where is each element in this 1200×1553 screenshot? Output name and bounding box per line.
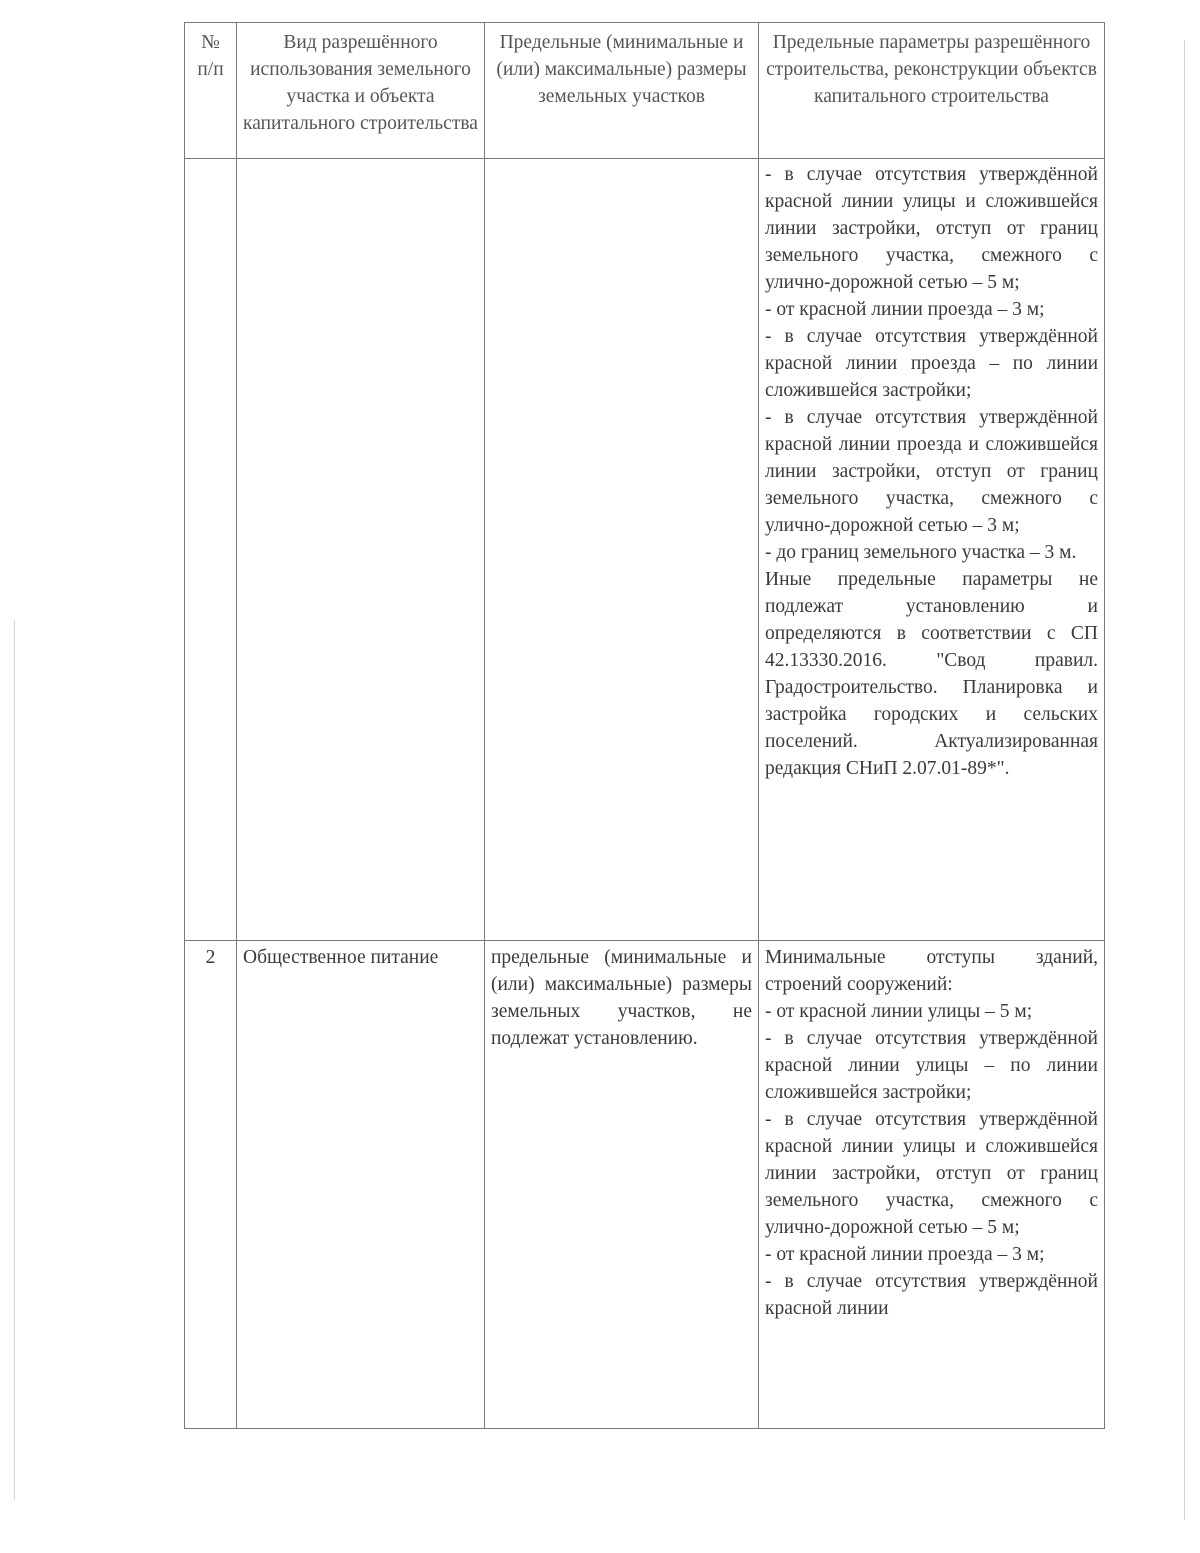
header-plot-sizes: Предельные (минимальные и (или) максимальные) размеры земельных участков bbox=[485, 23, 759, 159]
header-use-type: Вид разрешённого использования земельного участка и объекта капитального строительства bbox=[237, 23, 485, 159]
param-item: - до границ земельного участка – 3 м. bbox=[765, 542, 1077, 563]
param-item: - от красной линии улицы – 5 м; bbox=[765, 1001, 1033, 1022]
param-item: - в случае отсутствия утверждённой красной линии проезда – по линии сложившейся застройки; bbox=[765, 326, 1098, 401]
param-note: Иные предельные параметры не подлежат установлению и определяются в соответствии с СП 42.13330.2016. "Свод правил. Градостроительство. Планировка и застройка городских и сельских поселений. Актуализированная редакция СНиП 2.07.01-89*". bbox=[765, 569, 1098, 779]
row-plot-sizes bbox=[485, 159, 759, 941]
row-plot-sizes: предельные (минимальные и (или) максимальные) размеры земельных участков, не подлежат установлению. bbox=[485, 941, 759, 1429]
row-number: 2 bbox=[185, 941, 237, 1429]
header-number: № п/п bbox=[185, 23, 237, 159]
param-item: - в случае отсутствия утверждённой красной линии улицы – по линии сложившейся застройки; bbox=[765, 1028, 1098, 1103]
table-row bbox=[185, 159, 1105, 941]
param-item: - в случае отсутствия утверждённой красной линии проезда и сложившейся линии застройки, отступ от границ земельного участка, смежного с улично-дорожной сетью – 3 м; bbox=[765, 407, 1098, 536]
param-item: - в случае отсутствия утверждённой красной линии bbox=[765, 1271, 1098, 1319]
table-header-row bbox=[185, 23, 1105, 159]
regulations-table bbox=[184, 22, 1105, 1429]
header-params: Предельные параметры разрешённого строительства, реконструкции объектсв капитального строительства bbox=[759, 23, 1105, 159]
row-params bbox=[759, 159, 1105, 941]
page-edge-right bbox=[1184, 40, 1185, 1520]
param-item: - от красной линии проезда – 3 м; bbox=[765, 1244, 1045, 1265]
row-use-type bbox=[237, 159, 485, 941]
param-item: - в случае отсутствия утверждённой красной линии улицы и сложившейся линии застройки, отступ от границ земельного участка, смежного с улично-дорожной сетью – 5 м; bbox=[765, 1109, 1098, 1238]
table-row bbox=[185, 941, 1105, 1429]
param-item: - в случае отсутствия утверждённой красной линии улицы и сложившейся линии застройки, отступ от границ земельного участка, смежного с улично-дорожной сетью – 5 м; bbox=[765, 164, 1098, 293]
param-item: Минимальные отступы зданий, строений сооружений: bbox=[765, 947, 1098, 995]
row-params bbox=[759, 941, 1105, 1429]
param-item: - от красной линии проезда – 3 м; bbox=[765, 299, 1045, 320]
row-number bbox=[185, 159, 237, 941]
row-use-type: Общественное питание bbox=[237, 941, 485, 1429]
page-edge-left bbox=[14, 620, 15, 1500]
